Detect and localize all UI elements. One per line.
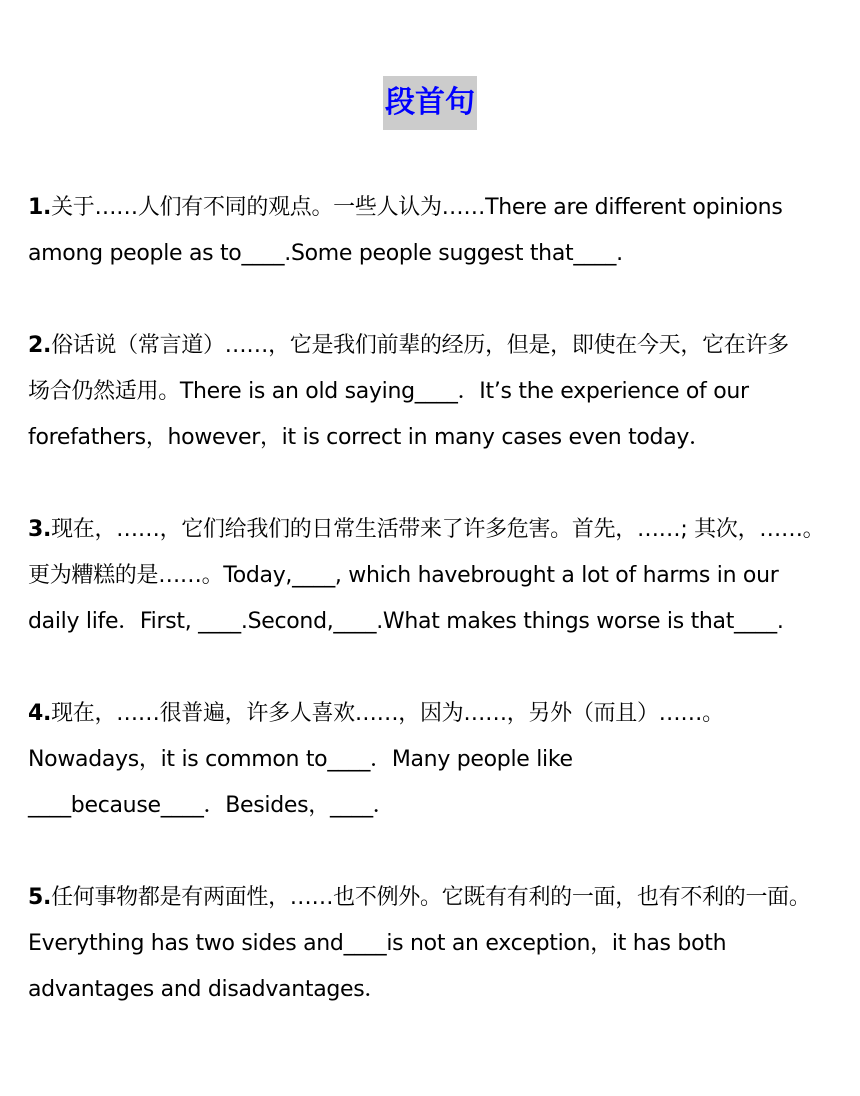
item-line <box>28 185 843 231</box>
item-number: 5. <box>28 885 52 910</box>
item-line: Nowadays，it is common to____．Many people like <box>28 747 573 772</box>
item-line: ____because____．Besides，____． <box>28 793 395 818</box>
item-line: daily life．First, ____.Second,____.What makes things worse is that____. <box>28 609 784 634</box>
item-number: 1. <box>28 195 52 220</box>
list-item-4 <box>28 691 843 829</box>
item-line: 场合仍然适用。There is an old saying____．It’s the experience of our <box>28 379 749 404</box>
list-item-1 <box>28 185 843 277</box>
item-number: 2. <box>28 333 52 358</box>
item-text: 关于……人们有不同的观点。一些人认为……There are different opinions <box>51 195 783 220</box>
item-line: among people as to____.Some people suggest that____. <box>28 241 623 266</box>
item-line: Everything has two sides and____is not an exception，it has both <box>28 931 727 956</box>
item-line <box>28 691 843 737</box>
title-container <box>0 76 860 130</box>
item-line: advantages and disadvantages． <box>28 977 387 1002</box>
item-text: 现在，……很普遍，许多人喜欢……，因为……，另外（而且）……。 <box>51 701 724 726</box>
item-number: 3. <box>28 517 52 542</box>
item-text: 任何事物都是有两面性，……也不例外。它既有有利的一面，也有不利的一面。 <box>51 885 811 910</box>
item-line: 更为糟糕的是……。Today,____, which havebrought a lot of harms in our <box>28 563 779 588</box>
item-line: forefathers，however，it is correct in many cases even today． <box>28 425 711 450</box>
item-line <box>28 507 843 553</box>
list-item-3 <box>28 507 843 645</box>
page-title: 段首句 <box>383 76 477 130</box>
list-item-2 <box>28 323 843 461</box>
list-item-5 <box>28 875 843 1013</box>
item-number: 4. <box>28 701 52 726</box>
item-line <box>28 875 843 921</box>
item-text: 现在，……，它们给我们的日常生活带来了许多危害。首先，……; 其次，……。 <box>51 517 825 542</box>
item-line <box>28 323 843 369</box>
item-text: 俗话说（常言道）……，它是我们前辈的经历，但是，即使在今天，它在许多 <box>51 333 789 358</box>
